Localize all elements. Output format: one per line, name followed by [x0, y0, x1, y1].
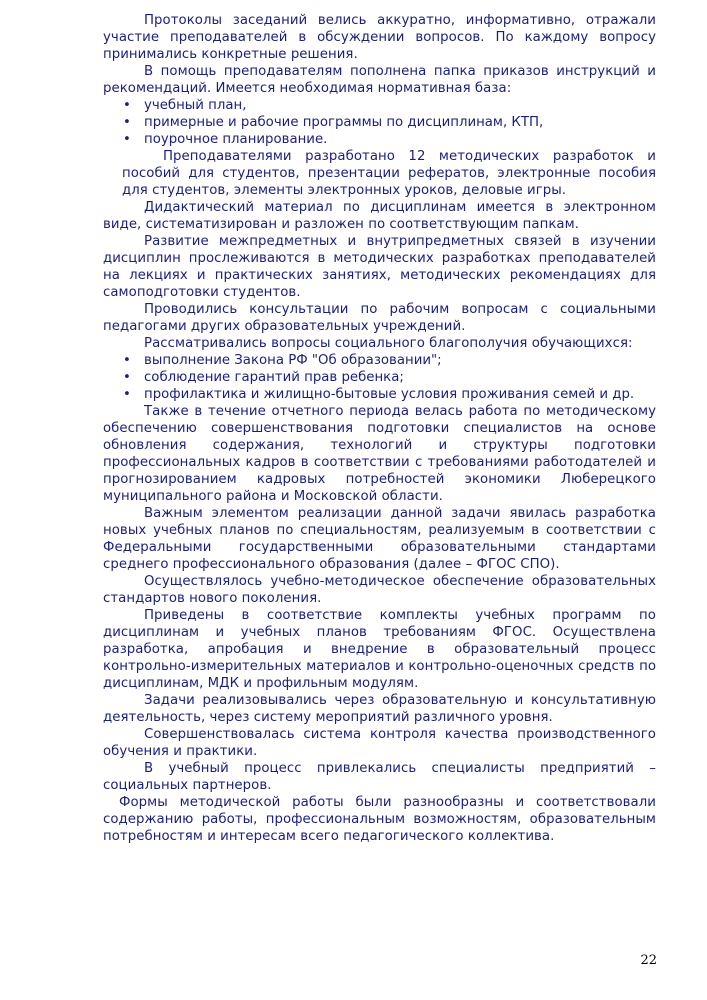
- paragraph-instructions-folder: В помощь преподавателям пополнена папка приказов инструкций и рекомендаций. Имеется необходимая нормативная база:: [103, 64, 656, 96]
- paragraph-tasks: Задачи реализовывались через образовательную и консультативную деятельность, через систему мероприятий различного уровня.: [103, 693, 656, 725]
- list-item-text: примерные и рабочие программы по дисциплинам, КТП,: [144, 115, 544, 130]
- list-item-text: выполнение Закона РФ "Об образовании";: [144, 353, 442, 368]
- paragraph-fgos-compliance: Приведены в соответствие комплекты учебных программ по дисциплинам и учебных планов требованиям ФГОС. Осуществлена разработка, апробация и внедрение в образовательный процесс контрольно-измерительных материалов и контрольно-оценочных средств по дисциплинам, МДК и профильным модулям.: [103, 608, 656, 691]
- list-item-text: соблюдение гарантий прав ребенка;: [144, 370, 404, 385]
- list-item: [103, 352, 656, 369]
- paragraph-interdisciplinary-links: Развитие межпредметных и внутрипредметных связей в изучении дисциплин прослеживаются в методических разработках преподавателей на лекциях и практических занятиях, методических рекомендациях для самоподготовки студентов.: [103, 234, 656, 300]
- bullet-icon: •: [123, 353, 131, 368]
- bullet-icon: •: [123, 98, 131, 113]
- list-item: [103, 131, 656, 148]
- bullet-icon: •: [123, 115, 131, 130]
- paragraph-new-curricula: Важным элементом реализации данной задачи явилась разработка новых учебных планов по специальностям, реализуемым в соответствии с Федеральными государственными образовательными стандартами среднего профессионального образования (далее – ФГОС СПО).: [103, 506, 656, 572]
- bullet-icon: •: [123, 132, 131, 147]
- normative-base-list: [103, 97, 656, 148]
- paragraph-social-welfare: Рассматривались вопросы социального благополучия обучающихся:: [144, 336, 633, 351]
- paragraph-teacher-developments: Преподавателями разработано 12 методических разработок и пособий для студентов, презентации рефератов, электронные пособия для студентов, элементы электронных уроков, деловые игры.: [122, 149, 656, 198]
- paragraph-quality-control: Совершенствовалась система контроля качества производственного обучения и практики.: [103, 727, 656, 759]
- paragraph-consultations: Проводились консультации по рабочим вопросам с социальными педагогами других образовательных учреждений.: [103, 302, 656, 334]
- paragraph-methodical-forms: Формы методической работы были разнообразны и соответствовали содержанию работы, профессиональным возможностям, образовательным потребностям и интересам всего педагогического коллектива.: [103, 795, 656, 844]
- bullet-icon: •: [123, 387, 131, 402]
- paragraph-didactic-material: Дидактический материал по дисциплинам имеется в электронном виде, систематизирован и разложен по соответствующим папкам.: [103, 200, 656, 232]
- list-item: [103, 97, 656, 114]
- paragraph-standards-support: Осуществлялось учебно-методическое обеспечение образовательных стандартов нового поколения.: [103, 574, 656, 606]
- paragraph-methodical-support: Также в течение отчетного периода велась работа по методическому обеспечению совершенствования подготовки специалистов на основе обновления содержания, технологий и структуры подготовки профессиональных кадров в соответствии с требованиями работодателей и прогнозированием кадровых потребностей экономики Люберецкого муниципального района и Московской области.: [103, 404, 656, 504]
- bullet-icon: •: [123, 370, 131, 385]
- paragraph-specialists: В учебный процесс привлекались специалисты предприятий – социальных партнеров.: [103, 761, 656, 793]
- list-item: [103, 114, 656, 131]
- list-item-text: поурочное планирование.: [144, 132, 328, 147]
- page-number: 22: [640, 953, 657, 968]
- list-item-text: учебный план,: [144, 98, 247, 113]
- page-body: [103, 12, 656, 845]
- list-item: [103, 369, 656, 386]
- list-item-text: профилактика и жилищно-бытовые условия проживания семей и др.: [144, 387, 635, 402]
- social-welfare-list: [103, 352, 656, 403]
- list-item: [103, 386, 656, 403]
- paragraph-protocols: Протоколы заседаний велись аккуратно, информативно, отражали участие преподавателей в обсуждении вопросов. По каждому вопросу принимались конкретные решения.: [103, 13, 656, 62]
